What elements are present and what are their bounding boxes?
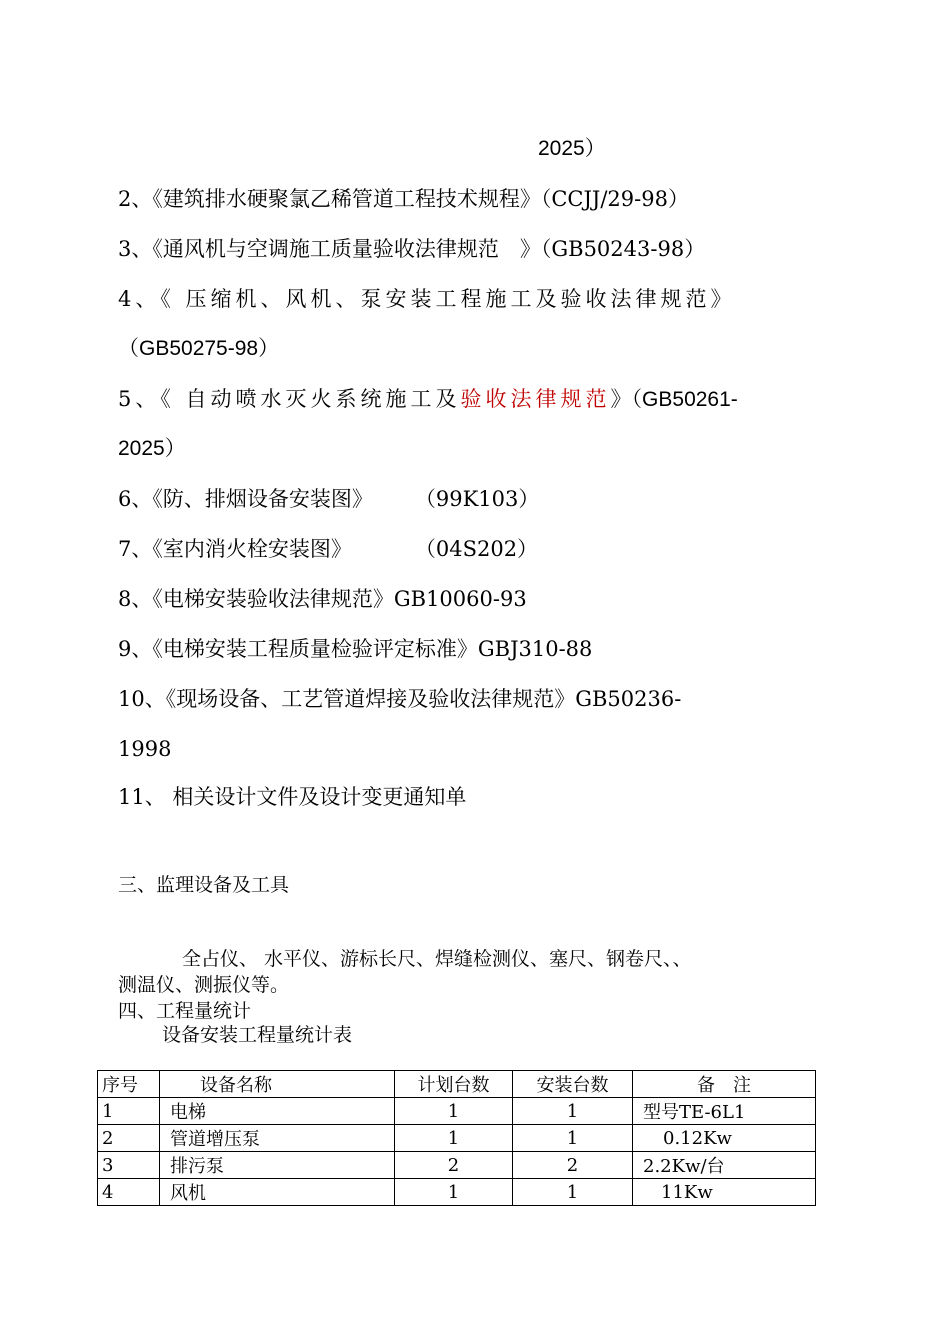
cell-equipment-name: 电梯 <box>160 1098 395 1125</box>
cell-planned-qty: 1 <box>395 1179 513 1206</box>
cell-installed-qty: 1 <box>513 1179 633 1206</box>
cell-planned-qty: 1 <box>395 1098 513 1125</box>
cell-remarks: 0.12Kw <box>633 1125 816 1152</box>
cell-equipment-name: 排污泵 <box>160 1152 395 1179</box>
section-3-body-line-2: 测温仪、测振仪等。 <box>118 974 290 996</box>
cell-index: 4 <box>98 1179 160 1206</box>
ref-item-10-line-1: 10、《现场设备、工艺管道焊接及验收法律规范》GB50236- <box>118 687 682 711</box>
ref-item-5-text: 5、《 自动喷水灭火系统施工及 <box>118 387 461 411</box>
ref-item-5-line-1 <box>118 386 738 413</box>
cell-index: 3 <box>98 1152 160 1179</box>
cell-installed-qty: 1 <box>513 1125 633 1152</box>
header-installed-qty: 安装台数 <box>513 1071 633 1098</box>
cell-planned-qty: 2 <box>395 1152 513 1179</box>
ref-item-5-line-2: 2025） <box>118 437 186 460</box>
ref-item-9: 9、《电梯安装工程质量检验评定标准》GBJ310-88 <box>118 637 593 661</box>
table-row <box>98 1125 816 1152</box>
cell-remarks: 11Kw <box>633 1179 816 1206</box>
table-row <box>98 1152 816 1179</box>
ref-item-7: 7、《室内消火栓安装图》 （04S202） <box>118 537 539 561</box>
table-title: 设备安装工程量统计表 <box>162 1024 353 1046</box>
section-3-title: 三、监理设备及工具 <box>118 874 290 896</box>
cell-remarks: 型号TE-6L1 <box>633 1098 816 1125</box>
ref-item-5-highlight: 验收法律规范 <box>460 387 611 411</box>
ref-item-8: 8、《电梯安装验收法律规范》GB10060-93 <box>118 587 527 611</box>
cell-index: 1 <box>98 1098 160 1125</box>
header-remarks: 备 注 <box>633 1071 816 1098</box>
cell-planned-qty: 1 <box>395 1125 513 1152</box>
table-header-row <box>98 1071 816 1098</box>
header-equipment-name: 设备名称 <box>160 1071 395 1098</box>
ref-item-11: 11、 相关设计文件及设计变更通知单 <box>118 785 467 809</box>
ref-item-3: 3、《通风机与空调施工质量验收法律规范 》（GB50243-98） <box>118 237 706 261</box>
ref-item-10-line-2: 1998 <box>118 737 172 761</box>
header-planned-qty: 计划台数 <box>395 1071 513 1098</box>
section-3-body-line-1: 全占仪、 水平仪、游标长尺、焊缝检测仪、塞尺、钢卷尺、、 <box>182 948 692 970</box>
ref-item-4-line-2: （GB50275-98） <box>118 337 280 360</box>
cell-installed-qty: 1 <box>513 1098 633 1125</box>
table-row <box>98 1179 816 1206</box>
ref-item-1-tail: 2025） <box>538 137 606 160</box>
cell-equipment-name: 管道增压泵 <box>160 1125 395 1152</box>
cell-remarks: 2.2Kw/台 <box>633 1152 816 1179</box>
cell-equipment-name: 风机 <box>160 1179 395 1206</box>
header-index: 序号 <box>98 1071 160 1098</box>
ref-item-5-code: 》（GB50261- <box>610 388 738 411</box>
ref-item-6: 6、《防、排烟设备安装图》 （99K103） <box>118 487 540 511</box>
section-4-title: 四、工程量统计 <box>118 1000 252 1022</box>
cell-index: 2 <box>98 1125 160 1152</box>
ref-item-2: 2、《建筑排水硬聚氯乙稀管道工程技术规程》（CCJJ/29-98） <box>118 187 689 211</box>
table-row <box>98 1098 816 1125</box>
ref-item-4-line-1: 4、《 压缩机、风机、泵安装工程施工及验收法律规范》 <box>118 287 736 311</box>
equipment-table <box>97 1070 816 1206</box>
cell-installed-qty: 2 <box>513 1152 633 1179</box>
